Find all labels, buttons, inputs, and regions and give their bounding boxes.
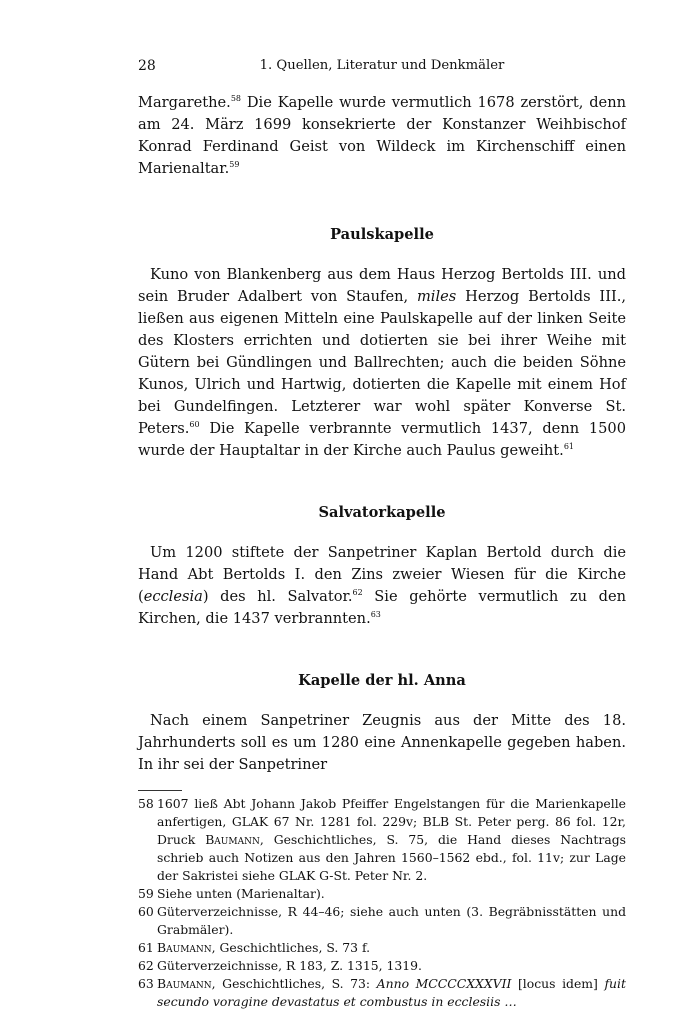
footnote-61 — [138, 939, 626, 957]
footnote-text: Siehe unten (Marienaltar). — [157, 886, 325, 901]
footnote-number: 63 — [138, 976, 154, 991]
text-run: Sie gehörte vermutlich zu den Kirchen, die 1437 verbrannten. — [138, 588, 626, 627]
text-run: Margarethe. — [138, 94, 231, 111]
text-run: Kuno von Blankenberg aus dem Haus Herzog Bertolds III. und sein Bruder Adalbert von Staufen, — [138, 266, 626, 305]
running-title: 1. Quellen, Literatur und Denkmäler — [259, 58, 505, 73]
footnote-text: 1607 ließ Abt Johann Jakob Pfeiffer Engelstangen für die Marienkapelle anfertigen, GLAK 67 Nr. 1281 fol. 229v; BLB St. Peter perg. 86 fol. 12r, Druck — [157, 796, 626, 847]
latin-quote: fuit secundo voragine devastatus et combustus in ecclesiis … — [157, 976, 626, 1009]
section-heading-paulskapelle: Paulskapelle — [330, 226, 434, 243]
footnote-ref-60: 60 — [189, 420, 200, 429]
text-run: ) des hl. Salvator. — [202, 588, 353, 605]
footnote-ref-62: 62 — [352, 588, 363, 597]
footnote-number: 62 — [138, 958, 154, 973]
paragraph-salvatorkapelle — [138, 542, 626, 630]
book-page — [138, 58, 626, 1011]
footnote-ref-59: 59 — [229, 160, 240, 169]
italic-term: ecclesia — [143, 588, 203, 605]
paragraph-marienkapelle-end — [138, 92, 626, 180]
author-name: Baumann — [205, 832, 260, 847]
footnote-text: [locus idem] — [511, 976, 605, 991]
paragraph-paulskapelle — [138, 264, 626, 462]
footnote-number: 59 — [138, 886, 154, 901]
footnote-62 — [138, 957, 626, 975]
footnote-text: Güterverzeichnisse, R 183, Z. 1315, 1319. — [157, 958, 422, 973]
text-run: Um 1200 stiftete der Sanpetriner Kaplan Bertold durch die Hand Abt Bertolds I. den Zins zweier Wiesen für die Kirche ( — [138, 544, 626, 605]
latin-quote: Anno MCCCCXXXVII — [376, 976, 512, 991]
footnote-60 — [138, 903, 626, 939]
running-header — [138, 58, 626, 82]
footnote-59 — [138, 885, 626, 903]
text-run: Die Kapelle wurde vermutlich 1678 zerstört, denn am 24. März 1699 konsekrierte der Konstanzer Weihbischof Konrad Ferdinand Geist von Wildeck im Kirchenschiff einen Marienaltar. — [138, 94, 626, 177]
footnote-58 — [138, 795, 626, 885]
footnote-separator — [138, 790, 182, 791]
text-run: Herzog Bertolds III., ließen aus eigenen Mitteln eine Paulskapelle auf der linken Seite des Klosters errichten und dotierten sie bei ihrer Weihe mit Gütern bei Gündlingen und Ballrechten; auch die beiden Söhne Kunos, Ulrich und Hartwig, dotierten die Kapelle mit einem Hof bei Gundelfingen. Letzterer war wohl später Konverse St. Peters. — [138, 288, 626, 437]
footnote-ref-58: 58 — [230, 94, 242, 103]
footnote-63 — [138, 975, 626, 1011]
footnote-text: Güterverzeichnisse, R 44–46; siehe auch unten (3. Begräbnisstätten und Grabmäler). — [157, 904, 626, 937]
page-number: 28 — [138, 58, 156, 74]
footnote-ref-63: 63 — [370, 610, 381, 619]
footnote-number: 60 — [138, 904, 154, 919]
paragraph-annakapelle: Nach einem Sanpetriner Zeugnis aus der Mitte des 18. Jahrhunderts soll es um 1280 eine Annenkapelle gegeben haben. In ihr sei der Sanpetriner — [138, 712, 626, 773]
italic-term: miles — [416, 288, 457, 305]
footnote-text: , Geschichtliches, S. 75, die Hand dieses Nachtrags schrieb auch Notizen aus den Jahren 1560–1562 ebd., fol. 11v; zur Lage der Sakristei siehe GLAK G-St. Peter Nr. 2. — [157, 832, 626, 883]
author-name: Baumann — [157, 940, 212, 955]
section-heading-salvatorkapelle: Salvatorkapelle — [318, 504, 446, 521]
footnote-number: 58 — [138, 796, 154, 811]
footnote-text: , Geschichtliches, S. 73 f. — [211, 940, 371, 955]
footnote-number: 61 — [138, 940, 154, 955]
text-run: Die Kapelle verbrannte vermutlich 1437, denn 1500 wurde der Hauptaltar in der Kirche auch Paulus geweiht. — [138, 420, 626, 459]
author-name: Baumann — [157, 976, 212, 991]
footnote-ref-61: 61 — [563, 442, 574, 451]
footnotes-list — [138, 795, 626, 1011]
section-heading-annakapelle: Kapelle der hl. Anna — [298, 672, 466, 689]
footnote-text: , Geschichtliches, S. 73: — [211, 976, 377, 991]
